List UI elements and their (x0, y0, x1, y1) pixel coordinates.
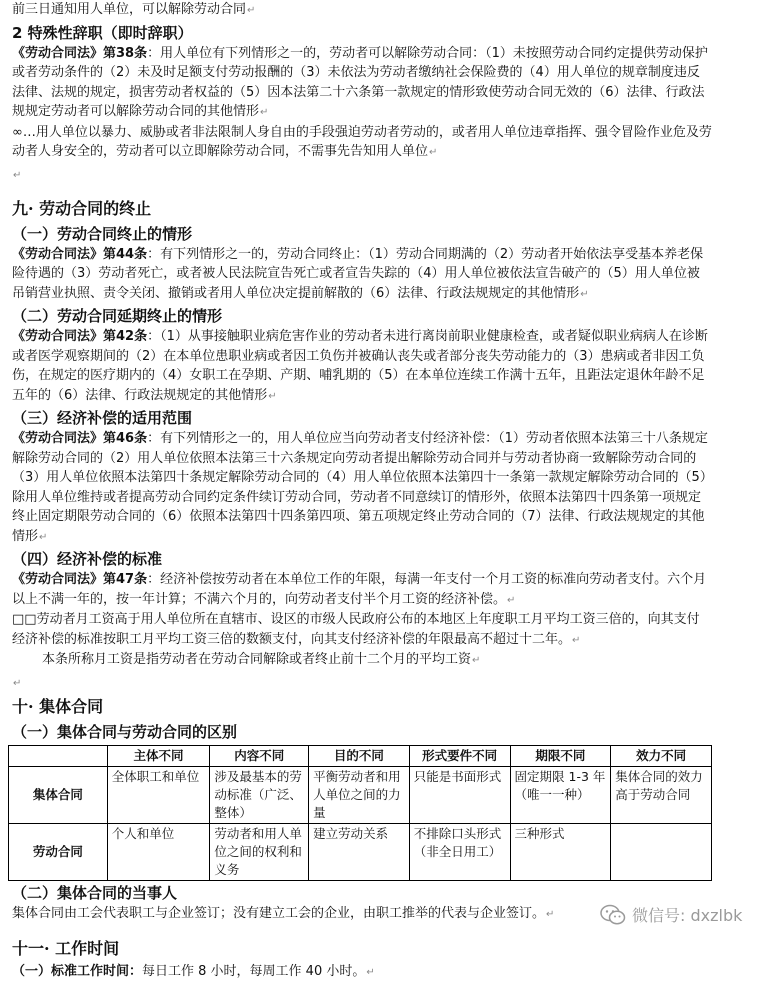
article-lead: 《劳动合同法》第47条 (12, 572, 148, 587)
section-heading: 十· 集体合同 (12, 696, 104, 716)
table-cell: 只能是书面形式 (409, 766, 510, 823)
table-cell (611, 823, 712, 880)
table-header-row (9, 745, 712, 766)
subsection-heading: （四）经济补偿的标准 (12, 550, 163, 568)
table-header-cell: 效力不同 (611, 745, 712, 766)
table-cell: 固定期限 1-3 年（唯一一种） (510, 766, 611, 823)
table-cell: 不排除口头形式（非全日用工） (409, 823, 510, 880)
wechat-icon (600, 904, 626, 926)
article-38-paragraph: 《劳动合同法》第38条：用人单位有下列情形之一的，劳动者可以解除劳动合同：（1）未按照劳动合同约定提供劳动保护或者劳动条件的（2）未及时足额支付劳动报酬的（3）未依法为劳动者缴纳社会保险费的（4）用人单位的规章制度违反法律、法规的规定，损害劳动者权益的（5）因本法第二十六条第一款规定的情形致使劳动合同无效的（6）法律、行政法规规定劳动者可以解除劳动合同的其他情形↵ (12, 45, 708, 119)
section-heading: 九· 劳动合同的终止 (12, 198, 152, 218)
blank-line: ↵ (13, 677, 22, 689)
article-lead: 《劳动合同法》第38条 (12, 45, 148, 61)
article-lead: 《劳动合同法》第46条 (12, 431, 148, 446)
table-cell: 涉及最基本的劳动标准（广泛、整体） (210, 766, 309, 823)
table-cell: 集体合同的效力高于劳动合同 (611, 766, 712, 823)
table-header-cell (9, 745, 108, 766)
table-cell: 平衡劳动者和用人单位之间的力量 (309, 766, 410, 823)
subsection-heading: （一）劳动合同终止的情形 (12, 224, 193, 243)
watermark-text: 微信号: dxzlbk (632, 906, 743, 925)
table-row (9, 823, 712, 880)
table-cell: 个人和单位 (107, 823, 210, 880)
text-line: （一）标准工作时间：每日工作 8 小时，每周工作 40 小时。↵ (12, 964, 375, 979)
text-line: 集体合同由工会代表职工与企业签订；没有建立工会的企业，由职工推举的代表与企业签订。↵ (12, 905, 555, 921)
subsection-heading: （一）集体合同与劳动合同的区别 (12, 722, 238, 741)
table-cell: 建立劳动关系 (309, 823, 410, 880)
article-38-clause: ∞…用人单位以暴力、威胁或者非法限制人身自由的手段强迫劳动者劳动的，或者用人单位违章指挥、强令冒险作业危及劳动者人身安全的，劳动者可以立即解除劳动合同，不需事先告知用人单位↵ (12, 124, 712, 159)
document-page (12, 0, 712, 983)
article-lead: 《劳动合同法》第42条 (12, 329, 148, 344)
article-44-paragraph: 《劳动合同法》第44条：有下列情形之一的，劳动合同终止：（1）劳动合同期满的（2）劳动者开始依法享受基本养老保险待遇的（3）劳动者死亡，或者被人民法院宣告死亡或者宣告失踪的（4）用人单位被依法宣告破产的（5）用人单位被吊销营业执照、责令关闭、撤销或者用人单位决定提前解散的（6）法律、行政法规规定的其他情形↵ (12, 246, 704, 301)
subsection-heading: （二）劳动合同延期终止的情形 (12, 307, 223, 325)
blank-line: ↵ (13, 169, 22, 181)
article-47-note: 本条所称月工资是指劳动者在劳动合同解除或者终止前十二个月的平均工资↵ (42, 652, 481, 667)
table-cell: 全体职工和单位 (107, 766, 210, 823)
table-header-cell: 内容不同 (210, 745, 309, 766)
table-cell: 三种形式 (510, 823, 611, 880)
subsection-heading: 2 特殊性辞职（即时辞职） (12, 23, 193, 42)
article-46-paragraph: 《劳动合同法》第46条：有下列情形之一的，用人单位应当向劳动者支付经济补偿：（1）劳动者依照本法第三十八条规定解除劳动合同的（2）用人单位依照本法第三十六条规定向劳动者提出解除劳动合同并与劳动者协商一致解除劳动合同的（3）用人单位依照本法第四十条规定解除劳动合同的（4）用人单位依照本法第四十一条第一款规定解除劳动合同的（5）除用人单位维持或者提高劳动合同约定条件续订劳动合同，劳动者不同意续订的情形外，依照本法第四十四条第一项规定终止固定期限劳动合同的（6）依照本法第四十四条第四项、第五项规定终止劳动合同的（7）法律、行政法规规定的其他情形↵ (12, 431, 708, 544)
text-line: 前三日通知用人单位，可以解除劳动合同↵ (12, 2, 256, 17)
subsection-heading: （二）集体合同的当事人 (12, 883, 178, 902)
table-header-cell: 目的不同 (309, 745, 410, 766)
article-47-clause: □□劳动者月工资高于用人单位所在直辖市、设区的市级人民政府公布的本地区上年度职工月平均工资三倍的，向其支付经济补偿的标准按职工月平均工资三倍的数额支付，向其支付经济补偿的年限最高不超过十二年。↵ (12, 612, 700, 647)
table-header-cell: 形式要件不同 (409, 745, 510, 766)
comparison-table (8, 745, 712, 881)
section-heading: 十一· 工作时间 (12, 939, 120, 958)
table-row (9, 766, 712, 823)
row-label: 劳动合同 (9, 823, 108, 880)
article-42-paragraph: 《劳动合同法》第42条：（1）从事接触职业病危害作业的劳动者未进行离岗前职业健康检查，或者疑似职业病病人在诊断或者医学观察期间的（2）在本单位患职业病或者因工负伤并被确认丧失或者部分丧失劳动能力的（3）患病或者非因工负伤，在规定的医疗期内的（4）女职工在孕期、产期、哺乳期的（5）在本单位连续工作满十五年，且距法定退休年龄不足五年的（6）法律、行政法规规定的其他情形↵ (12, 329, 708, 403)
table-header-cell: 主体不同 (107, 745, 210, 766)
row-label: 集体合同 (9, 766, 108, 823)
article-47-paragraph: 《劳动合同法》第47条：经济补偿按劳动者在本单位工作的年限，每满一年支付一个月工资的标准向劳动者支付。六个月以上不满一年的，按一年计算；不满六个月的，向劳动者支付半个月工资的经济补偿。↵ (12, 572, 707, 607)
table-cell: 劳动者和用人单位之间的权利和义务 (210, 823, 309, 880)
subsection-heading: （三）经济补偿的适用范围 (12, 409, 193, 427)
watermark (600, 903, 742, 926)
article-lead: 《劳动合同法》第44条 (12, 246, 148, 262)
table-header-cell: 期限不同 (510, 745, 611, 766)
